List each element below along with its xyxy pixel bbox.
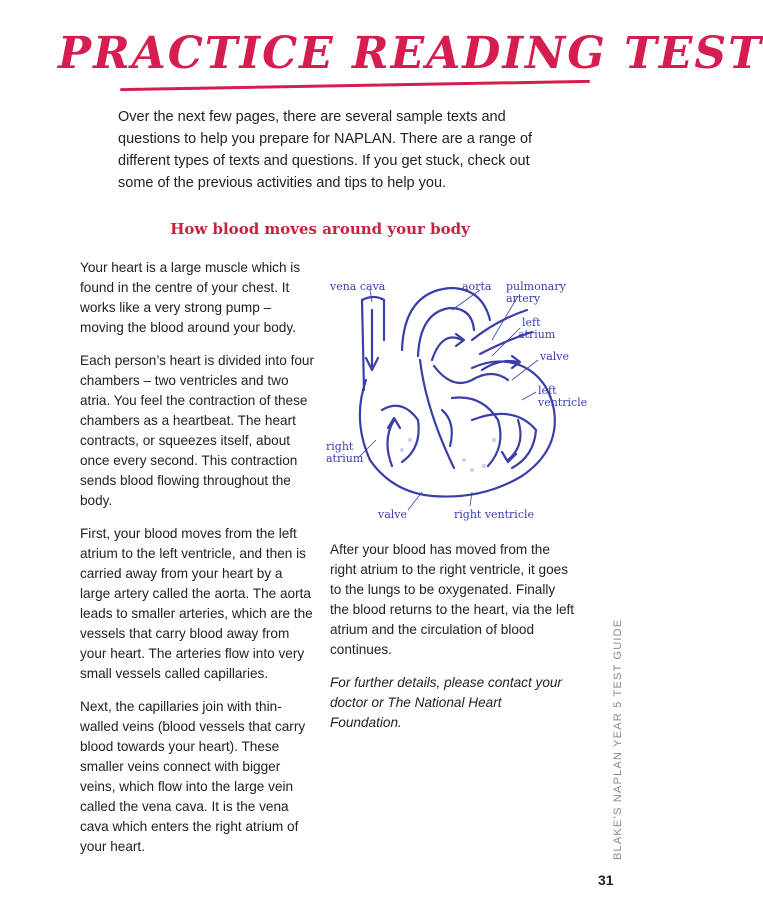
page-number: 31 xyxy=(598,872,614,888)
paragraph: After your blood has moved from the right atrium to the right ventricle, it goes to the lungs to be oxygenated. Finally the blood returns to the heart, via the left atrium and the circulation of blood continues. xyxy=(330,542,575,657)
paragraph: Each person’s heart is divided into four chambers – two ventricles and two atria. You feel the contraction of these chambers as a heartbeat. The heart contracts, or squeezes itself, about once every second. This contraction sends blood flowing throughout the body. xyxy=(80,353,315,508)
paragraph: Your heart is a large muscle which is found in the centre of your chest. It works like a very strong pump – moving the blood around your body. xyxy=(80,260,301,335)
label-aorta: aorta xyxy=(462,280,492,293)
contact-note: For further details, please contact your doctor or The National Heart Foundation. xyxy=(330,675,562,730)
label-valve-top: valve xyxy=(540,350,570,363)
title-underline xyxy=(120,80,590,91)
label-left-atrium-1: left xyxy=(522,316,541,329)
label-left-ventricle-1: left xyxy=(538,384,557,397)
label-left-ventricle-2: ventricle xyxy=(538,396,588,409)
label-right-ventricle: right ventricle xyxy=(454,508,535,521)
right-column xyxy=(330,540,576,746)
label-pulmonary: pulmonary xyxy=(506,280,566,293)
label-left-atrium-2: atrium xyxy=(518,328,556,341)
left-column xyxy=(80,258,316,870)
label-right-atrium-1: right xyxy=(326,440,354,453)
heart-diagram xyxy=(322,270,592,525)
heart-illustration xyxy=(322,270,592,525)
paragraph: Next, the capillaries join with thin-walled veins (blood vessels that carry blood towards your heart). These smaller veins connect with bigger veins, which flow into the large vein called the vena cava. It is the vena cava which enters the right atrium of your heart. xyxy=(80,699,306,854)
paragraph: First, your blood moves from the left atrium to the left ventricle, and then is carried away from your heart by a large artery called the aorta. The aorta leads to smaller arteries, which are the vessels that carry blood away from your heart. The arteries flow into very small vessels called capillaries. xyxy=(80,526,313,681)
label-right-atrium-2: atrium xyxy=(326,452,364,465)
intro-text: Over the next few pages, there are several sample texts and questions to help you prepare for NAPLAN. There are a range of different types of texts and questions. If you get stuck, check out some of the previous activities and tips to help you. xyxy=(118,109,533,191)
page-title: PRACTICE READING TEST xyxy=(58,28,763,79)
label-valve-bottom: valve xyxy=(378,508,408,521)
label-vena-cava: vena cava xyxy=(330,280,386,293)
section-heading: How blood moves around your body xyxy=(170,220,470,238)
label-artery: artery xyxy=(506,292,541,305)
book-title-vertical: BLAKE’S NAPLAN YEAR 5 TEST GUIDE xyxy=(612,618,624,860)
